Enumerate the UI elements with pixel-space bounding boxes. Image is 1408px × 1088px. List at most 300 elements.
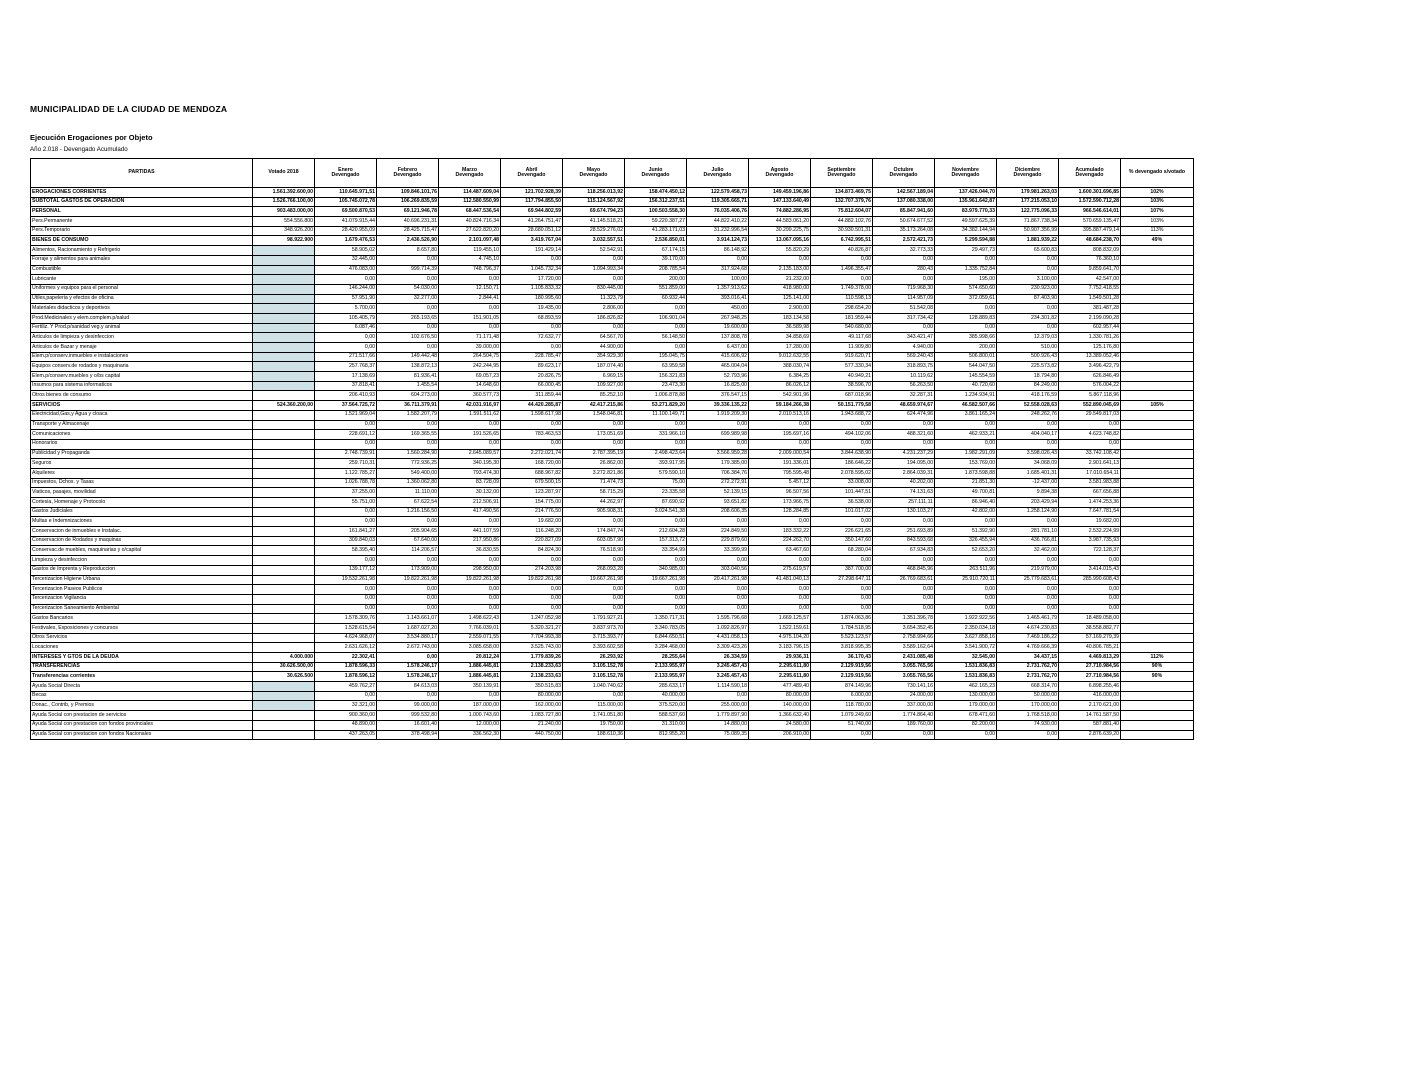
cell-value: 0,00 — [439, 585, 501, 595]
cell-value: 119.305.665,71 — [687, 197, 749, 207]
cell-value: 9.894,38 — [997, 488, 1059, 498]
row-label: Ayuda Social con prestacion de servicios — [31, 711, 253, 721]
cell-value: 5.523.123,57 — [811, 633, 873, 643]
cell-value: 2.199.090,28 — [1059, 313, 1121, 323]
cell-value: 1.922.922,56 — [935, 614, 997, 624]
cell-value: 476.083,00 — [315, 265, 377, 275]
cell-value: 1.330.781,26 — [1059, 333, 1121, 343]
cell-value: 146.244,00 — [315, 284, 377, 294]
column-header-6: Mayo Devengado — [563, 159, 625, 188]
cell-value: 40.826,87 — [811, 246, 873, 256]
cell-percent — [1121, 420, 1194, 430]
cell-value: 0,00 — [687, 604, 749, 614]
budget-table — [30, 158, 1194, 740]
table-row — [31, 682, 1194, 692]
cell-value: 96.507,56 — [749, 488, 811, 498]
cell-value: 230.923,00 — [997, 284, 1059, 294]
cell-value: 1.687.027,20 — [377, 623, 439, 633]
row-label: Equipos conserv.de rodados y maquinaria — [31, 362, 253, 372]
cell-value: 153.769,00 — [935, 459, 997, 469]
table-body — [31, 188, 1194, 740]
cell-value: 7.752.418,55 — [1059, 284, 1121, 294]
cell-value: 0,00 — [811, 604, 873, 614]
cell-value: 919.620,71 — [811, 352, 873, 362]
cell-value: 0,00 — [935, 585, 997, 595]
cell-value: 125.141,00 — [749, 294, 811, 304]
cell-value: 0,00 — [997, 304, 1059, 314]
cell-value: 0,00 — [997, 585, 1059, 595]
cell-value: 376.547,15 — [687, 391, 749, 401]
cell-value: 1.040.740,62 — [563, 682, 625, 692]
cell-value — [253, 643, 315, 653]
cell-value: 350.515,83 — [501, 682, 563, 692]
cell-value — [253, 478, 315, 488]
cell-value: 11.323,79 — [563, 294, 625, 304]
cell-value: 205.904,65 — [377, 527, 439, 537]
cell-percent — [1121, 614, 1194, 624]
cell-value: 9.012.632,55 — [749, 352, 811, 362]
cell-value: 3.837.973,70 — [563, 623, 625, 633]
cell-value: 33.742.108,42 — [1059, 449, 1121, 459]
row-label: TRANSFERENCIAS — [31, 662, 253, 672]
cell-value: 23.473,30 — [625, 381, 687, 391]
cell-value: 2.758.994,66 — [873, 633, 935, 643]
cell-value: 181.959,44 — [811, 313, 873, 323]
table-row — [31, 691, 1194, 701]
cell-value: 10.119,62 — [873, 372, 935, 382]
cell-value: 0,00 — [1059, 594, 1121, 604]
cell-value — [253, 410, 315, 420]
column-header-10: Septiembre Devengado — [811, 159, 873, 188]
cell-value: 13.389.052,46 — [1059, 352, 1121, 362]
cell-value: 189.760,00 — [873, 720, 935, 730]
cell-value: 229.879,60 — [687, 536, 749, 546]
cell-value: 208.606,35 — [687, 507, 749, 517]
cell-value: 1.595.796,68 — [687, 614, 749, 624]
cell-value: 151.901,05 — [439, 313, 501, 323]
cell-value: 219.979,00 — [997, 565, 1059, 575]
cell-value: 331.966,10 — [625, 430, 687, 440]
cell-value: 69.057,23 — [439, 372, 501, 382]
cell-value: 298.950,00 — [439, 565, 501, 575]
cell-value: 510,00 — [997, 343, 1059, 353]
cell-percent — [1121, 372, 1194, 382]
cell-value: 17.280,00 — [749, 343, 811, 353]
cell-percent — [1121, 294, 1194, 304]
cell-value: 7.766.039,01 — [439, 623, 501, 633]
cell-percent: 103% — [1121, 217, 1194, 227]
cell-value: 0,00 — [439, 420, 501, 430]
cell-percent — [1121, 507, 1194, 517]
cell-value: 101.447,51 — [811, 488, 873, 498]
cell-value: 41.145.518,21 — [563, 217, 625, 227]
cell-value: 42.031.916,97 — [439, 401, 501, 411]
cell-value: 65.600,83 — [997, 246, 1059, 256]
cell-value: 385.998,66 — [935, 333, 997, 343]
cell-value: 18.794,80 — [997, 372, 1059, 382]
cell-value: 1.886.445,81 — [439, 672, 501, 682]
cell-value: 29.936,31 — [749, 653, 811, 663]
row-label: Articulos de limpieza y desinfeccion — [31, 333, 253, 343]
cell-value: 748.796,37 — [439, 265, 501, 275]
cell-value: 1.498.622,43 — [439, 614, 501, 624]
cell-value: 109.846.101,76 — [377, 188, 439, 198]
cell-value: 2.498.423,64 — [625, 449, 687, 459]
cell-value — [253, 507, 315, 517]
cell-value: 217.950,86 — [439, 536, 501, 546]
cell-value: 1.045.732,34 — [501, 265, 563, 275]
cell-value: 0,00 — [1059, 585, 1121, 595]
cell-value: 0,00 — [935, 323, 997, 333]
cell-value: 1.528.615,54 — [315, 623, 377, 633]
cell-value: 337.000,00 — [873, 701, 935, 711]
cell-value: 82.200,00 — [935, 720, 997, 730]
cell-value: -12.437,00 — [997, 478, 1059, 488]
cell-value: 11.100.149,71 — [625, 410, 687, 420]
cell-value: 63.959,58 — [625, 362, 687, 372]
cell-value: 544.047,50 — [935, 362, 997, 372]
cell-value: 53.271.829,20 — [625, 401, 687, 411]
cell-value: 40.202,00 — [873, 478, 935, 488]
cell-value: 1.873.598,88 — [935, 468, 997, 478]
cell-value: 60.932,44 — [625, 294, 687, 304]
cell-value — [253, 556, 315, 566]
cell-value: 372.059,61 — [935, 294, 997, 304]
cell-value: 257.768,37 — [315, 362, 377, 372]
cell-value: 50.151.779,58 — [811, 401, 873, 411]
row-label: Pers.Permanente — [31, 217, 253, 227]
row-label: Publicidad y Propaganda — [31, 449, 253, 459]
cell-value: 679.500,15 — [501, 478, 563, 488]
cell-percent — [1121, 682, 1194, 692]
cell-value: 212.604,28 — [625, 527, 687, 537]
row-label: EROGACIONES CORRIENTES — [31, 188, 253, 198]
cell-value: 67.622,54 — [377, 498, 439, 508]
cell-value: 0,00 — [377, 420, 439, 430]
cell-value: 348.926.200 — [253, 226, 315, 236]
cell-value: 34.068,09 — [997, 459, 1059, 469]
row-label: Prod.Medicinales y elem.complem.p/salud — [31, 313, 253, 323]
cell-value — [253, 623, 315, 633]
cell-value: 20.417.261,98 — [687, 575, 749, 585]
cell-value — [253, 275, 315, 285]
cell-value: 41.079.915,44 — [315, 217, 377, 227]
cell-value: 39.170,00 — [625, 255, 687, 265]
cell-value — [253, 498, 315, 508]
cell-value: 35.173.264,08 — [873, 226, 935, 236]
cell-value: 360.577,73 — [439, 391, 501, 401]
cell-value: 0,00 — [315, 275, 377, 285]
row-label: Lubricante — [31, 275, 253, 285]
cell-value: 156.312.237,51 — [625, 197, 687, 207]
cell-value: 5.700,00 — [315, 304, 377, 314]
cell-value: 137.808,78 — [687, 333, 749, 343]
cell-value: 51.392,90 — [935, 527, 997, 537]
cell-value: 0,00 — [439, 556, 501, 566]
cell-value: 3.589.162,64 — [873, 643, 935, 653]
cell-value: 40.949,21 — [811, 372, 873, 382]
cell-value: 87.690,92 — [625, 498, 687, 508]
cell-value: 0,00 — [315, 594, 377, 604]
cell-value: 465.004,04 — [687, 362, 749, 372]
cell-value: 86.148,92 — [687, 246, 749, 256]
cell-value: 0,00 — [377, 653, 439, 663]
column-header-2: Enero Devengado — [315, 159, 377, 188]
cell-value: 0,00 — [811, 275, 873, 285]
cell-value: 44.420.285,87 — [501, 401, 563, 411]
cell-value: 76.360,10 — [1059, 255, 1121, 265]
cell-value: 173.909,00 — [377, 565, 439, 575]
cell-value: 336.562,30 — [439, 730, 501, 740]
cell-value: 1.335.752,84 — [935, 265, 997, 275]
cell-value: 1.360.062,80 — [377, 478, 439, 488]
cell-value: 3.245.457,43 — [687, 672, 749, 682]
cell-value — [253, 246, 315, 256]
cell-value: 105.405,79 — [315, 313, 377, 323]
cell-value: 19.532.261,98 — [315, 575, 377, 585]
cell-value: 130.103,27 — [873, 507, 935, 517]
cell-value: 730.141,16 — [873, 682, 935, 692]
cell-value: 0,00 — [625, 585, 687, 595]
table-row — [31, 643, 1194, 653]
cell-value: 19.667.261,98 — [563, 575, 625, 585]
table-header-row — [31, 159, 1194, 188]
cell-value: 6.844.650,51 — [625, 633, 687, 643]
cell-value: 2.748.739,91 — [315, 449, 377, 459]
cell-value: 0,00 — [811, 594, 873, 604]
cell-value — [253, 536, 315, 546]
cell-value: 0,00 — [749, 604, 811, 614]
cell-value: 706.384,76 — [687, 468, 749, 478]
cell-value: 0,00 — [377, 556, 439, 566]
row-label: Cortesia, Homenaje y Protocolo — [31, 498, 253, 508]
cell-value: 0,00 — [315, 604, 377, 614]
cell-value: 574.650,60 — [935, 284, 997, 294]
cell-percent: 105% — [1121, 401, 1194, 411]
row-label: Ayuda Social con prestacion con fondos provinciales — [31, 720, 253, 730]
cell-value: 84.613,03 — [377, 682, 439, 692]
cell-value: 19.822.261,98 — [439, 575, 501, 585]
cell-value: 719.968,30 — [873, 284, 935, 294]
cell-value — [253, 468, 315, 478]
cell-value: 0,00 — [315, 343, 377, 353]
cell-value: 228.691,12 — [315, 430, 377, 440]
cell-value: 41.283.171,03 — [625, 226, 687, 236]
cell-value — [253, 372, 315, 382]
cell-value: 2.138.233,63 — [501, 662, 563, 672]
cell-value: 966.546.614,01 — [1059, 207, 1121, 217]
cell-value: 506.800,01 — [935, 352, 997, 362]
cell-value: 20.812,24 — [439, 653, 501, 663]
cell-value: 2.436.526,90 — [377, 236, 439, 246]
cell-value: 0,00 — [935, 556, 997, 566]
cell-value: 26.862,00 — [563, 459, 625, 469]
cell-value: 188.610,36 — [563, 730, 625, 740]
cell-value: 1.496.355,47 — [811, 265, 873, 275]
cell-value: 16.825,00 — [687, 381, 749, 391]
cell-value: 6.437,00 — [687, 343, 749, 353]
cell-percent — [1121, 691, 1194, 701]
table-row — [31, 226, 1194, 236]
cell-value: 191.429,14 — [501, 246, 563, 256]
cell-value: 1.092.826,97 — [687, 623, 749, 633]
cell-value: 0,00 — [625, 439, 687, 449]
cell-value: 2.133.955,97 — [625, 662, 687, 672]
cell-value: 0,00 — [563, 420, 625, 430]
table-row — [31, 372, 1194, 382]
cell-value: 552.890.045,69 — [1059, 401, 1121, 411]
cell-value: 0,00 — [749, 255, 811, 265]
cell-value: 29.549.817,03 — [1059, 410, 1121, 420]
cell-value — [253, 614, 315, 624]
cell-value: 21.232,00 — [749, 275, 811, 285]
cell-value: 58.905,02 — [315, 246, 377, 256]
cell-value: 1.874.063,86 — [811, 614, 873, 624]
cell-value: 0,00 — [873, 594, 935, 604]
cell-value: 49.597.625,39 — [935, 217, 997, 227]
cell-value: 1.122.785,27 — [315, 468, 377, 478]
cell-value: 0,00 — [811, 585, 873, 595]
cell-value: 2.731.762,70 — [997, 662, 1059, 672]
cell-value: 11.909,80 — [811, 343, 873, 353]
cell-value: 6.969,15 — [563, 372, 625, 382]
cell-value: 3.284.468,00 — [625, 643, 687, 653]
cell-value: 2.876.639,20 — [1059, 730, 1121, 740]
row-label: Tercerizacion Higiene Urbana — [31, 575, 253, 585]
cell-value: 11.110,00 — [377, 488, 439, 498]
cell-value: 17.138,69 — [315, 372, 377, 382]
cell-value: 32.321,00 — [315, 701, 377, 711]
cell-value: 117.794.855,50 — [501, 197, 563, 207]
cell-value: 2.559.071,55 — [439, 633, 501, 643]
cell-value: 417.490,56 — [439, 507, 501, 517]
column-header-1: Votado 2018 — [253, 159, 315, 188]
cell-value: 0,00 — [439, 691, 501, 701]
cell-value: 4.769.666,39 — [997, 643, 1059, 653]
cell-value: 191.336,01 — [749, 459, 811, 469]
cell-value: 2.900,00 — [749, 304, 811, 314]
cell-percent: 102% — [1121, 188, 1194, 198]
column-header-7: Junio Devengado — [625, 159, 687, 188]
cell-value: 343.421,47 — [873, 333, 935, 343]
cell-value: 56.263,50 — [873, 381, 935, 391]
cell-percent — [1121, 333, 1194, 343]
cell-value: 68.893,59 — [501, 313, 563, 323]
cell-percent: 90% — [1121, 662, 1194, 672]
cell-value: 0,00 — [997, 439, 1059, 449]
cell-value: 255.000,00 — [687, 701, 749, 711]
cell-value: 0,00 — [873, 323, 935, 333]
cell-value: 110.645.971,51 — [315, 188, 377, 198]
cell-value: 145.554,59 — [935, 372, 997, 382]
cell-value: 234.301,82 — [997, 313, 1059, 323]
cell-value: 2.101.097,48 — [439, 236, 501, 246]
cell-value: 186.826,82 — [563, 313, 625, 323]
cell-value: 4.674.230,83 — [997, 623, 1059, 633]
cell-value: 56.148,50 — [625, 333, 687, 343]
table-row — [31, 662, 1194, 672]
cell-value: 1.105.833,32 — [501, 284, 563, 294]
cell-value: 71.474,73 — [563, 478, 625, 488]
cell-value: 1.474.253,36 — [1059, 498, 1121, 508]
table-row — [31, 323, 1194, 333]
cell-value: 3.844.638,90 — [811, 449, 873, 459]
cell-value: 4.940,00 — [873, 343, 935, 353]
cell-value: 577.330,34 — [811, 362, 873, 372]
row-label: Tercerizacion Paseos Publicos — [31, 585, 253, 595]
cell-value: 36.170,43 — [811, 653, 873, 663]
cell-value: 0,00 — [687, 585, 749, 595]
cell-value: 52.558.028,63 — [997, 401, 1059, 411]
cell-value: 1.357.913,62 — [687, 284, 749, 294]
cell-value: 203.429,94 — [997, 498, 1059, 508]
cell-value: 3.105.152,78 — [563, 672, 625, 682]
cell-value: 0,00 — [997, 255, 1059, 265]
cell-value: 0,00 — [315, 439, 377, 449]
column-header-4: Marzo Devengado — [439, 159, 501, 188]
table-row — [31, 614, 1194, 624]
cell-value: 462.165,23 — [935, 682, 997, 692]
cell-value: 128.284,85 — [749, 507, 811, 517]
cell-value: 450,00 — [687, 304, 749, 314]
cell-value: 24.580,00 — [749, 720, 811, 730]
row-label: INTERESES Y GTOS DE LA DEUDA — [31, 653, 253, 663]
cell-value — [253, 720, 315, 730]
cell-value: 0,00 — [563, 255, 625, 265]
cell-percent — [1121, 556, 1194, 566]
cell-value: 0,00 — [377, 343, 439, 353]
cell-value: 228.785,47 — [501, 352, 563, 362]
cell-value: 0,00 — [1059, 439, 1121, 449]
cell-value: 42.547,00 — [1059, 275, 1121, 285]
cell-value: 2.009.000,54 — [749, 449, 811, 459]
cell-value: 0,00 — [873, 585, 935, 595]
cell-value: 100,00 — [687, 275, 749, 285]
table-row — [31, 556, 1194, 566]
cell-percent — [1121, 711, 1194, 721]
cell-value: 130.000,00 — [935, 691, 997, 701]
cell-value: 114.487.609,04 — [439, 188, 501, 198]
cell-value: 4.000.000 — [253, 653, 315, 663]
cell-value — [253, 255, 315, 265]
cell-value: 206.410,93 — [315, 391, 377, 401]
cell-value: 69.674.794,23 — [563, 207, 625, 217]
cell-value: 2.901.641,13 — [1059, 459, 1121, 469]
cell-value: 44.583.061,20 — [749, 217, 811, 227]
cell-value: 173.051,69 — [563, 430, 625, 440]
cell-value: 0,00 — [625, 420, 687, 430]
cell-value: 0,00 — [501, 594, 563, 604]
cell-value: 17.720,00 — [501, 275, 563, 285]
cell-value: 275.619,57 — [749, 565, 811, 575]
row-label: Elem.p/conserv.inmuebles e instalaciones — [31, 352, 253, 362]
cell-value: 74.882.286,95 — [749, 207, 811, 217]
cell-percent — [1121, 546, 1194, 556]
cell-value: 69.944.802,59 — [501, 207, 563, 217]
cell-value: 9.859.641,70 — [1059, 265, 1121, 275]
cell-value: 1.258.124,90 — [997, 507, 1059, 517]
cell-value: 86.946,40 — [935, 498, 997, 508]
cell-value: 74.131,63 — [873, 488, 935, 498]
table-row — [31, 439, 1194, 449]
cell-value: 0,00 — [749, 585, 811, 595]
cell-value: 687.018,96 — [811, 391, 873, 401]
cell-value: 40.824.716,34 — [439, 217, 501, 227]
cell-percent — [1121, 410, 1194, 420]
cell-value: 843.593,68 — [873, 536, 935, 546]
cell-value: 488.321,60 — [873, 430, 935, 440]
cell-value: 0,00 — [439, 439, 501, 449]
